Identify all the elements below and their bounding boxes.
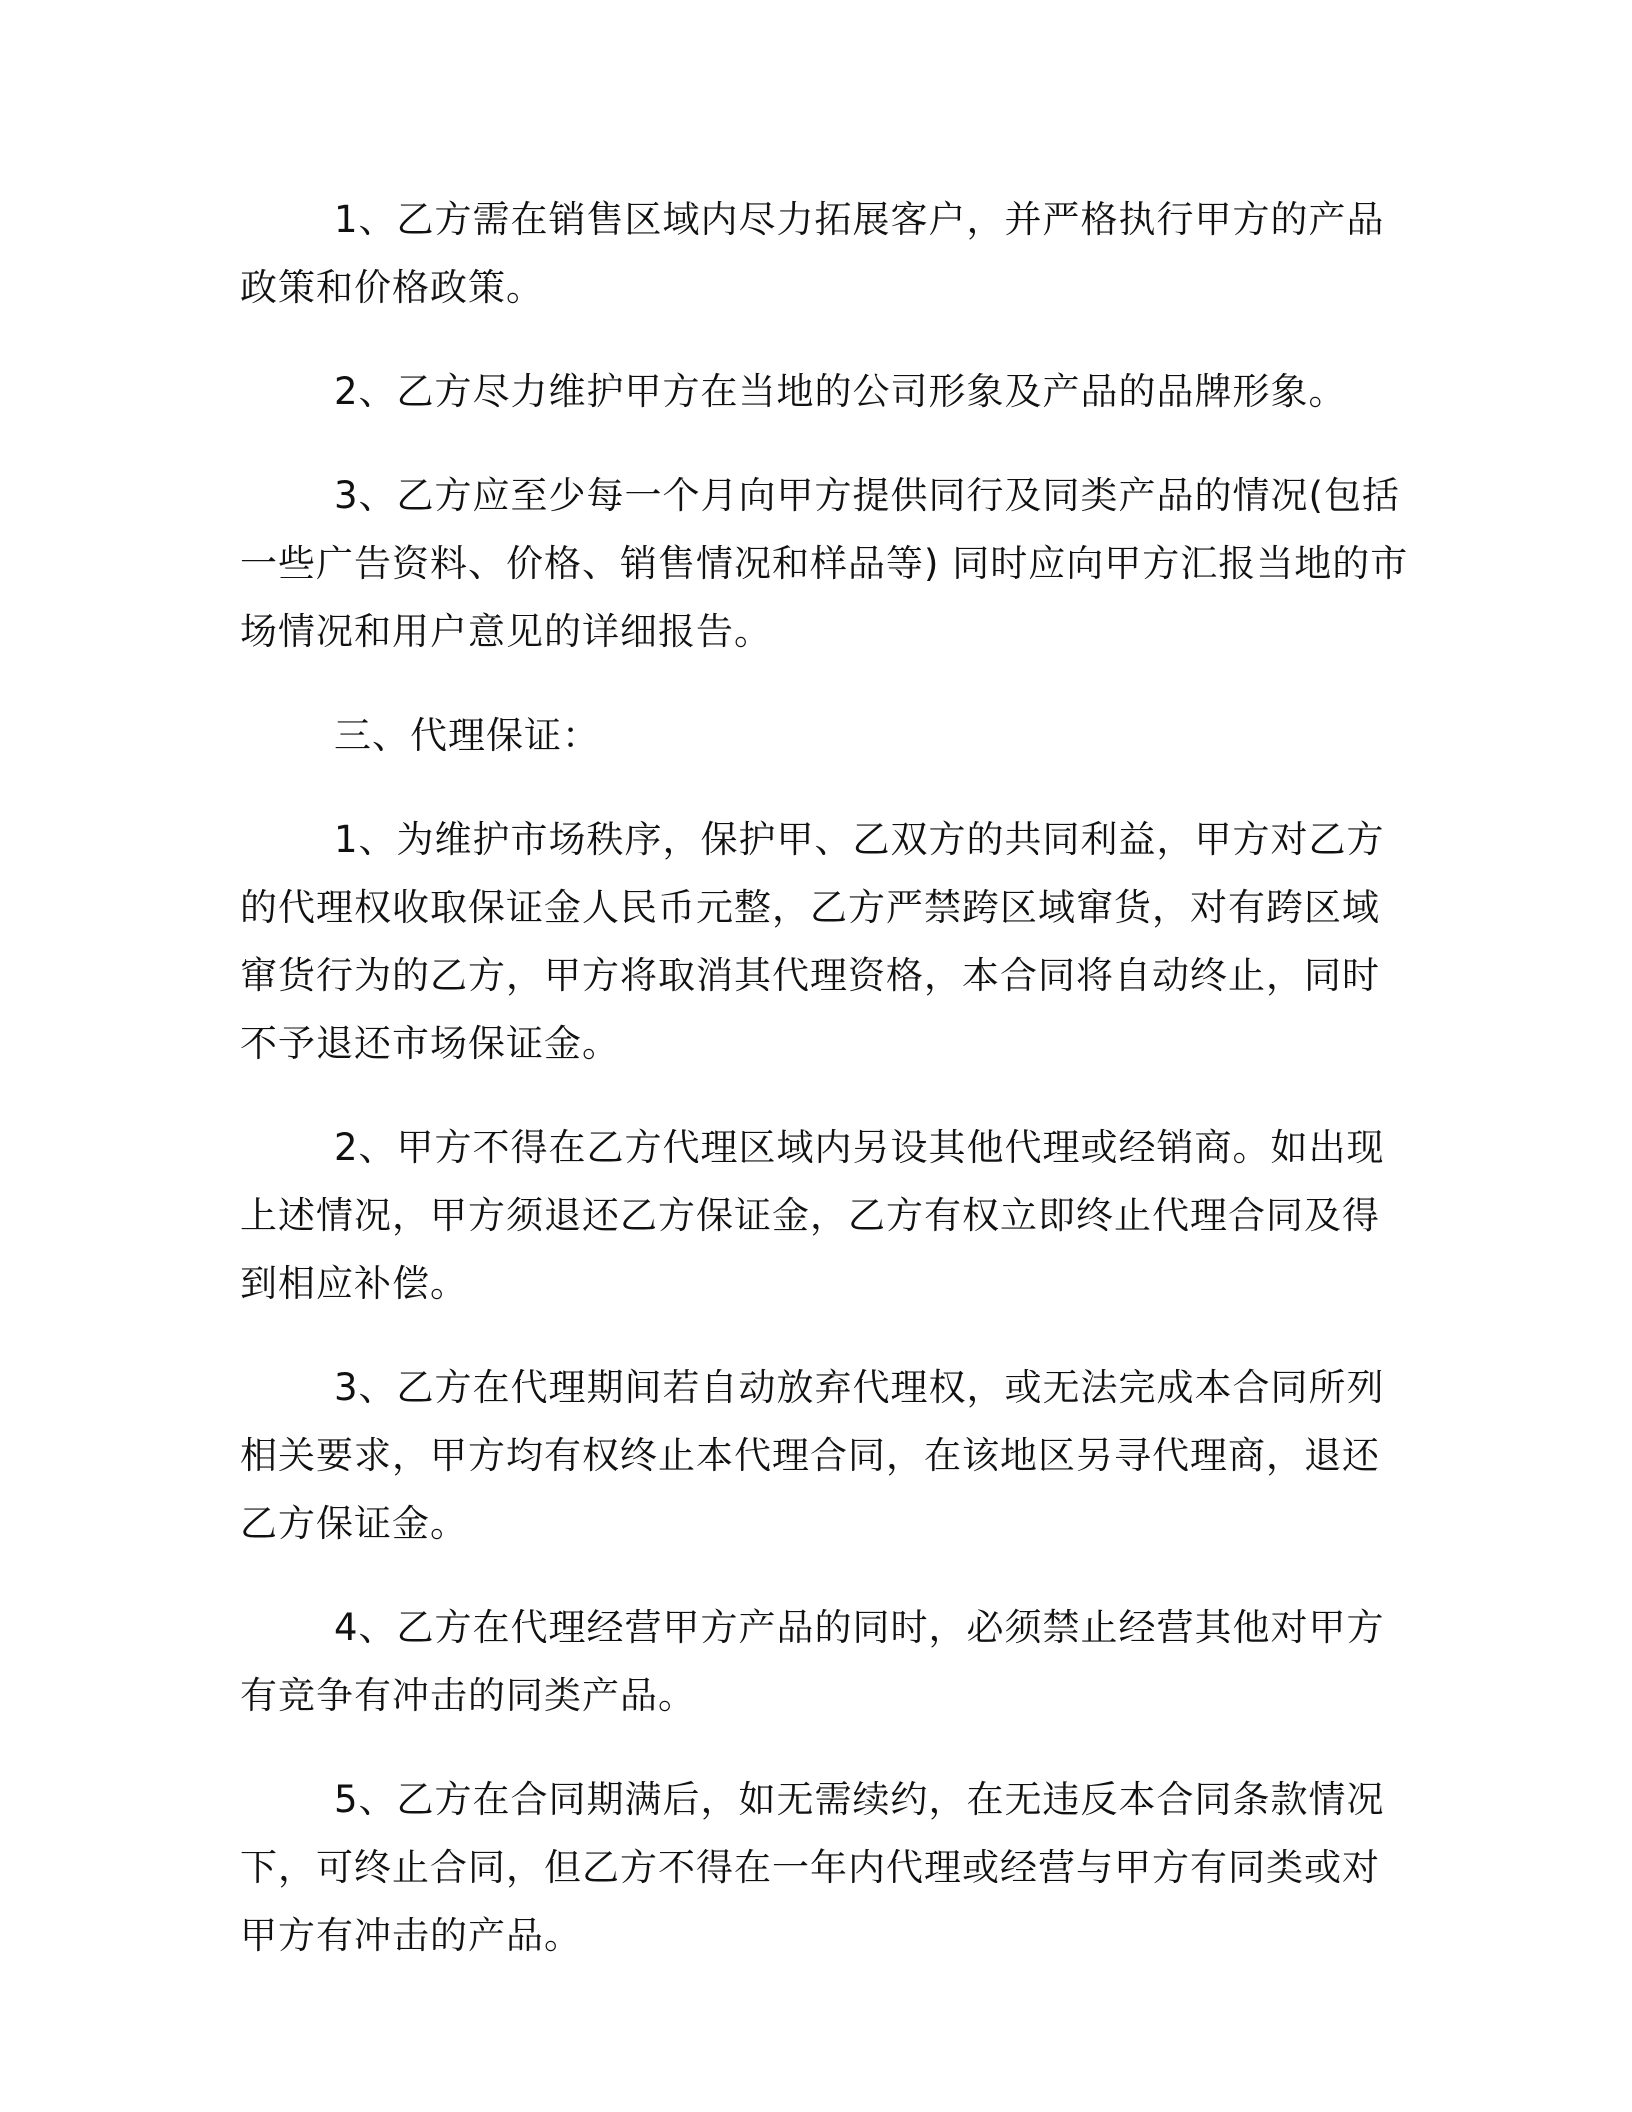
text-line: 到相应补偿。	[240, 1262, 468, 1305]
text-line: 4、乙方在代理经营甲方产品的同时，必须禁止经营其他对甲方	[334, 1606, 1385, 1649]
text-line: 乙方保证金。	[240, 1502, 468, 1545]
text-line: 上述情况，甲方须退还乙方保证金，乙方有权立即终止代理合同及得	[240, 1194, 1380, 1237]
clause-paragraph	[240, 806, 1390, 1078]
section-heading	[240, 702, 1390, 770]
text-line: 政策和价格政策。	[240, 266, 544, 309]
clause-paragraph	[240, 1766, 1390, 1970]
clause-paragraph	[240, 1114, 1390, 1318]
clause-paragraph	[240, 358, 1390, 426]
clause-paragraph	[240, 462, 1409, 666]
text-line: 3、乙方在代理期间若自动放弃代理权，或无法完成本合同所列	[334, 1366, 1385, 1409]
text-line: 一些广告资料、价格、销售情况和样品等) 同时应向甲方汇报当地的市	[240, 542, 1409, 585]
clause-paragraph	[240, 1354, 1390, 1558]
text-line: 2、乙方尽力维护甲方在当地的公司形象及产品的品牌形象。	[334, 370, 1347, 413]
clause-paragraph	[240, 186, 1390, 322]
text-line: 1、乙方需在销售区域内尽力拓展客户，并严格执行甲方的产品	[334, 198, 1385, 241]
text-line: 相关要求，甲方均有权终止本代理合同，在该地区另寻代理商，退还	[240, 1434, 1380, 1477]
document-page	[240, 186, 1409, 2006]
text-line: 3、乙方应至少每一个月向甲方提供同行及同类产品的情况(包括	[334, 474, 1400, 517]
clause-paragraph	[240, 1594, 1390, 1730]
text-line: 2、甲方不得在乙方代理区域内另设其他代理或经销商。如出现	[334, 1126, 1385, 1169]
text-line: 甲方有冲击的产品。	[240, 1914, 582, 1957]
text-line: 5、乙方在合同期满后，如无需续约，在无违反本合同条款情况	[334, 1778, 1385, 1821]
text-line: 窜货行为的乙方，甲方将取消其代理资格，本合同将自动终止，同时	[240, 954, 1380, 997]
text-line: 的代理权收取保证金人民币元整，乙方严禁跨区域窜货，对有跨区域	[240, 886, 1380, 929]
text-line: 有竞争有冲击的同类产品。	[240, 1674, 696, 1717]
section-heading-text: 三、代理保证：	[334, 714, 600, 757]
text-line: 下，可终止合同，但乙方不得在一年内代理或经营与甲方有同类或对	[240, 1846, 1380, 1889]
text-line: 不予退还市场保证金。	[240, 1022, 620, 1065]
text-line: 场情况和用户意见的详细报告。	[240, 610, 772, 653]
text-line: 1、为维护市场秩序，保护甲、乙双方的共同利益，甲方对乙方	[334, 818, 1385, 861]
